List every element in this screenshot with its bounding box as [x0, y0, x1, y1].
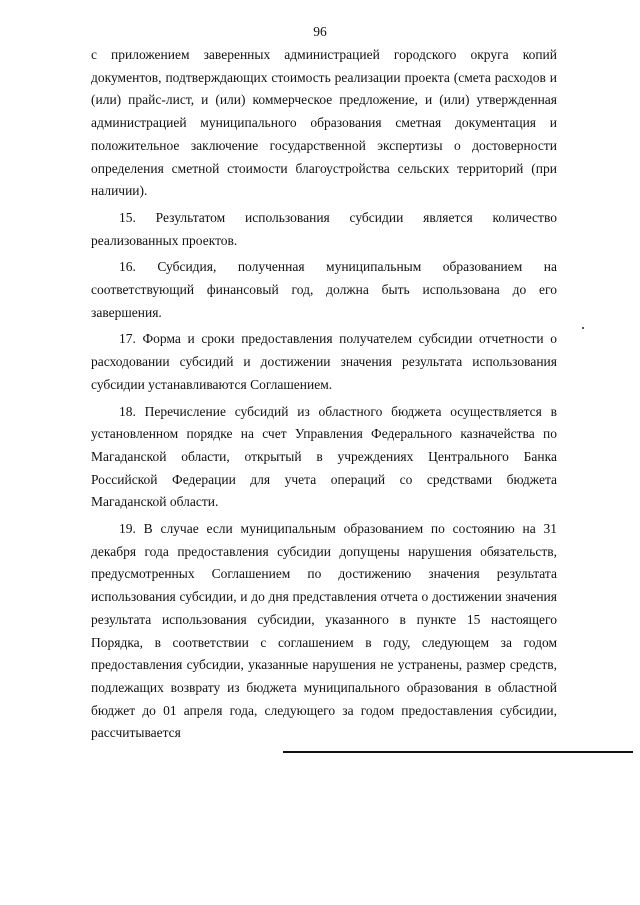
paragraph-17: 17. Форма и сроки предоставления получателем субсидии отчетности о расходовании субсидий и достижении значения результата использования субсидии устанавливаются Соглашением.: [91, 331, 557, 392]
document-body: [91, 44, 557, 749]
paragraph-16: 16. Субсидия, полученная муниципальным образованием на соответствующий финансовый год, должна быть использована до его завершения.: [91, 259, 557, 320]
footer-rule-line: [283, 751, 633, 753]
page-number: 96: [313, 24, 327, 39]
paragraph-15: 15. Результатом использования субсидии является количество реализованных проектов.: [91, 209, 557, 248]
paragraph-continuation: с приложением заверенных администрацией городского округа копий документов, подтверждающих стоимость реализации проекта (смета расходов и (или) прайс-лист, и (или) коммерческое предложение, и (или) утвержденная администрацией муниципального образования сметная документация и положительное заключение государственной экспертизы о достоверности определения сметной стоимости благоустройства сельских территорий (при наличии).: [91, 47, 557, 199]
scan-speck: [582, 327, 584, 329]
paragraph-18: 18. Перечисление субсидий из областного бюджета осуществляется в установленном порядке на счет Управления Федерального казначейства по Магаданской области, открытый в учреждениях Центрального Банка Российской Федерации для учета операций со средствами бюджета Магаданской области.: [91, 403, 557, 510]
paragraph-19: 19. В случае если муниципальным образованием по состоянию на 31 декабря года предоставления субсидии допущены нарушения обязательств, предусмотренных Соглашением по достижению значения результата использования субсидии, и до дня представления отчета о достижении значения результата использования субсидии, указанного в пункте 15 настоящего Порядка, в соответствии с соглашением в году, следующем за годом предоставления субсидии, указанные нарушения не устранены, размер средств, подлежащих возврату из бюджета муниципального образования в областной бюджет до 01 апреля года, следующего за годом предоставления субсидии, рассчитывается: [91, 521, 557, 741]
